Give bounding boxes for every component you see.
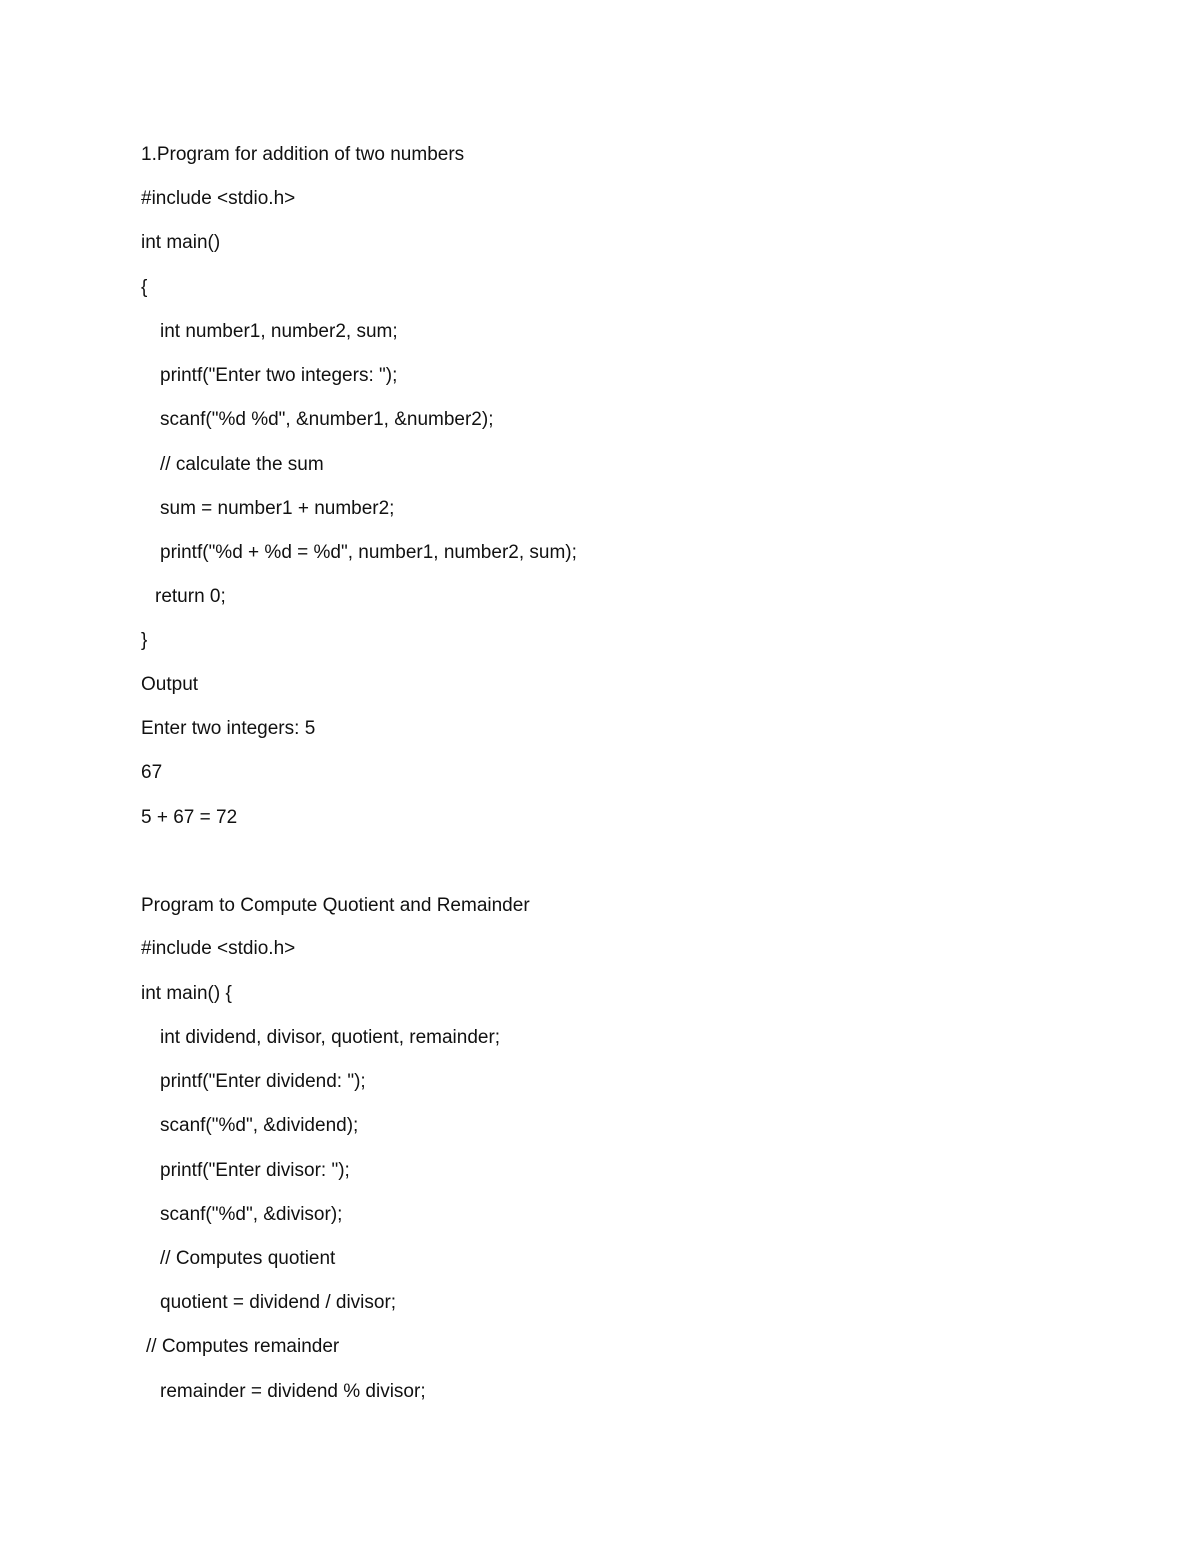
- output-line: 5 + 67 = 72: [141, 807, 238, 828]
- output-line: 67: [141, 762, 163, 783]
- code-comment: // calculate the sum: [160, 454, 324, 475]
- code-line: printf("%d + %d = %d", number1, number2, sum);: [160, 542, 577, 563]
- code-comment: // Computes quotient: [160, 1248, 336, 1269]
- code-line: scanf("%d", &divisor);: [160, 1204, 343, 1225]
- section-title: 1.Program for addition of two numbers: [141, 144, 465, 165]
- code-line: sum = number1 + number2;: [160, 498, 395, 519]
- code-line: int main(): [141, 232, 221, 253]
- code-line: int main() {: [141, 983, 232, 1004]
- code-line: printf("Enter divisor: ");: [160, 1160, 350, 1181]
- code-line: }: [141, 630, 148, 651]
- output-line: Enter two integers: 5: [141, 718, 316, 739]
- code-line: scanf("%d", &dividend);: [160, 1115, 359, 1136]
- code-line: {: [141, 277, 148, 298]
- code-line: printf("Enter dividend: ");: [160, 1071, 366, 1092]
- code-line: #include <stdio.h>: [141, 938, 296, 959]
- code-line: int dividend, divisor, quotient, remainder;: [160, 1027, 501, 1048]
- code-line: #include <stdio.h>: [141, 188, 296, 209]
- code-line: int number1, number2, sum;: [160, 321, 398, 342]
- code-line: quotient = dividend / divisor;: [160, 1292, 397, 1313]
- code-line: printf("Enter two integers: ");: [160, 365, 398, 386]
- code-line: return 0;: [155, 586, 226, 607]
- section-title: Program to Compute Quotient and Remainder: [141, 895, 530, 916]
- code-line: scanf("%d %d", &number1, &number2);: [160, 409, 494, 430]
- output-heading: Output: [141, 674, 199, 695]
- code-comment: // Computes remainder: [146, 1336, 340, 1357]
- code-line: remainder = dividend % divisor;: [160, 1381, 426, 1402]
